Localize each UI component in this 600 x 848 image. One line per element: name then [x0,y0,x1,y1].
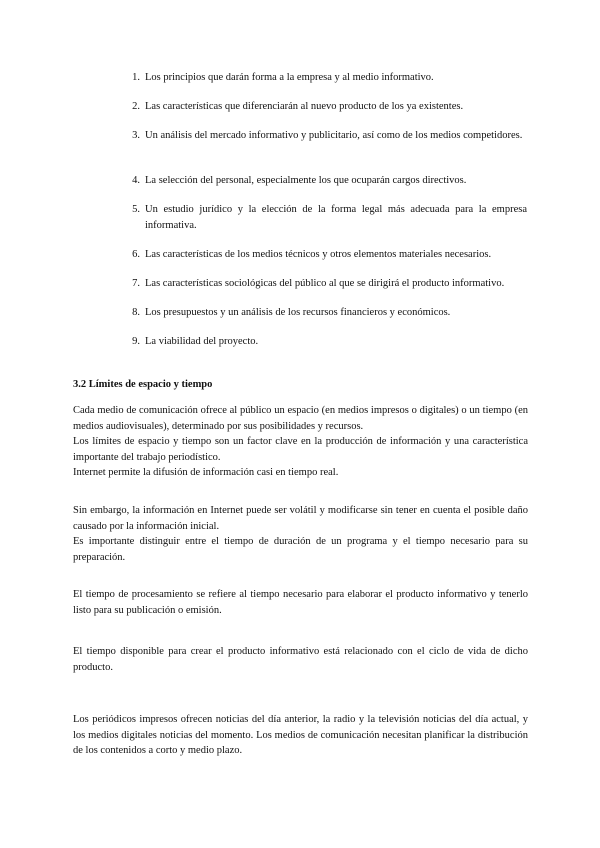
paragraph-block [73,644,528,675]
list-item-text: Las características que diferenciarán al nuevo producto de los ya existentes. [145,101,464,112]
paragraph: Los periódicos impresos ofrecen noticias del día anterior, la radio y la televisión noticias del día actual, y los medios digitales noticias del momento. Los medios de comunicación necesitan planificar la distribución de los contenidos a corto y medio plazo. [73,714,528,756]
list-item-number: 2. [132,101,140,112]
paragraph: Cada medio de comunicación ofrece al público un espacio (en medios impresos o digitales) o un tiempo (en medios audiovisuales), determinado por sus posibilidades y recursos. [73,405,528,432]
list-item-number: 3. [132,130,140,141]
list-item-number: 6. [132,249,140,260]
paragraph: Es importante distinguir entre el tiempo de duración de un programa y el tiempo necesario para su preparación. [73,536,528,563]
list-item-text: La viabilidad del proyecto. [145,336,259,347]
list-item-number: 8. [132,307,140,318]
list-item-text: Un estudio jurídico y la elección de la forma legal más adecuada para la empresa informativa. [145,204,527,231]
paragraph-block [73,712,528,759]
list-item-number: 7. [132,278,140,289]
list-item-text: Un análisis del mercado informativo y publicitario, así como de los medios competidores. [145,130,523,141]
paragraph-block [73,403,528,481]
list-item-text: Los principios que darán forma a la empresa y al medio informativo. [145,72,434,83]
paragraph: El tiempo de procesamiento se refiere al tiempo necesario para elaborar el producto informativo y tenerlo listo para su publicación o emisión. [73,589,528,616]
list-item-text: Las características de los medios técnicos y otros elementos materiales necesarios. [145,249,492,260]
list-item-number: 1. [132,72,140,83]
list-item-text: La selección del personal, especialmente los que ocuparán cargos directivos. [145,175,467,186]
list-item-number: 4. [132,175,140,186]
paragraph-block [73,503,528,565]
list-item-text: Los presupuestos y un análisis de los recursos financieros y económicos. [145,307,451,318]
paragraph: Sin embargo, la información en Internet puede ser volátil y modificarse sin tener en cuenta el posible daño causado por la información inicial. [73,505,528,532]
paragraph: El tiempo disponible para crear el producto informativo está relacionado con el ciclo de vida de dicho producto. [73,646,528,673]
paragraph: Los límites de espacio y tiempo son un factor clave en la producción de información y una característica importante del trabajo periodístico. [73,436,528,463]
list-item-text: Las características sociológicas del público al que se dirigirá el producto informativo. [145,278,505,289]
paragraph: Internet permite la difusión de información casi en tiempo real. [73,467,339,478]
list-item-number: 9. [132,336,140,347]
section-heading: 3.2 Límites de espacio y tiempo [73,379,213,390]
paragraph-block [73,587,528,618]
list-item-number: 5. [132,204,140,215]
